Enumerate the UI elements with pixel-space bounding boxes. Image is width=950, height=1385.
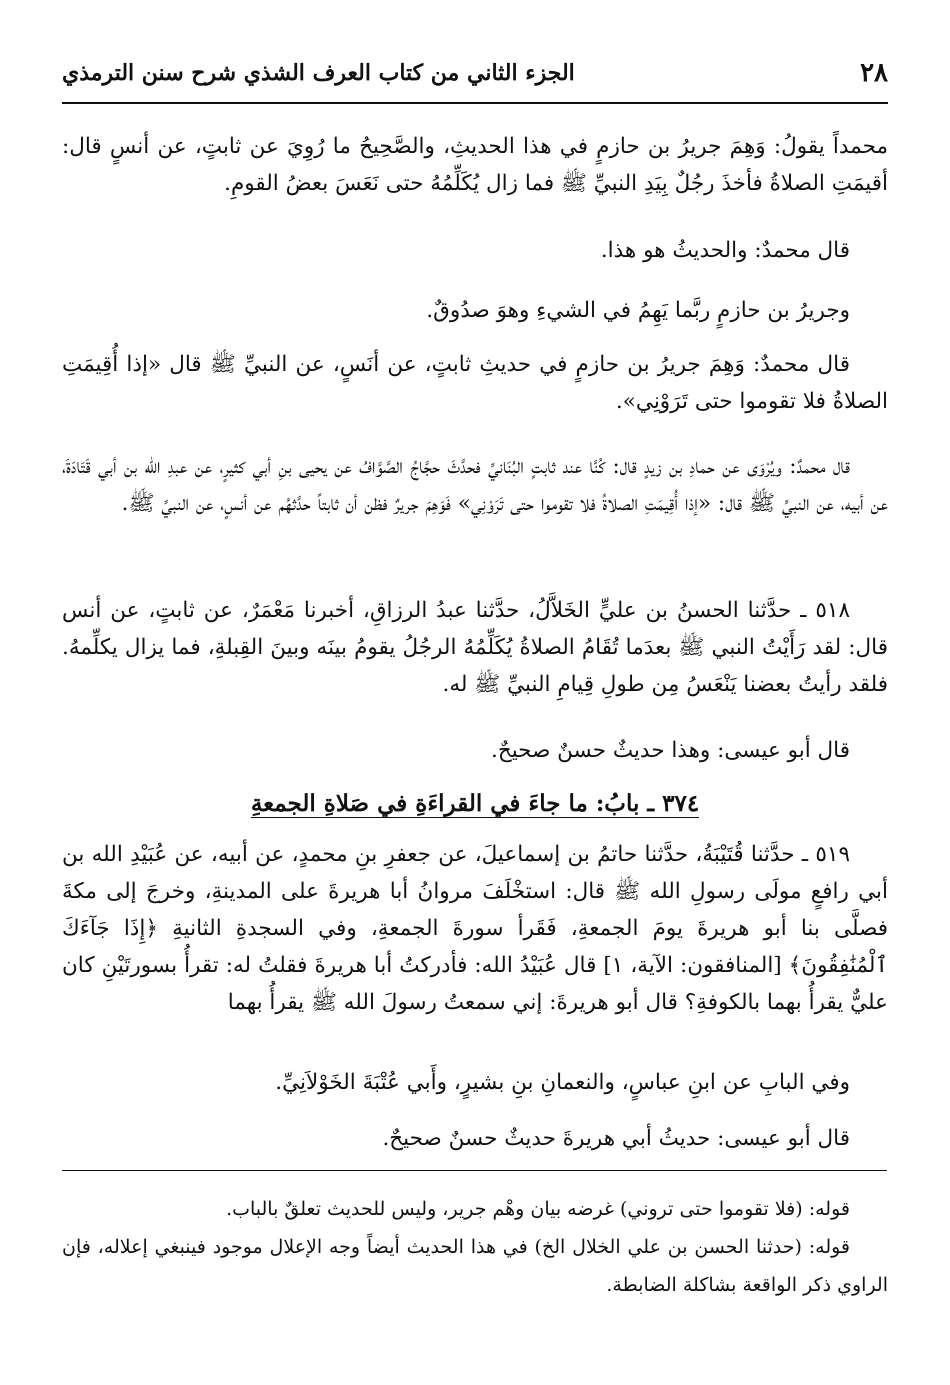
paragraph-3: وجريرُ بن حازمٍ ربَّما يَهِمُ في الشيءِ وهوَ صدُوقٌ. [426, 298, 850, 323]
text-block-1 [62, 128, 888, 202]
text-block-9 [62, 1064, 888, 1101]
hadith-519-block [62, 836, 888, 1021]
text-block-10 [62, 1120, 888, 1157]
chapter-title: ٣٧٤ ـ بابُ: ما جاءَ في القراءَةِ في صَلاةِ الجمعةِ [250, 790, 700, 817]
page-number: ٢٨ [860, 58, 888, 88]
text-block-5 [62, 448, 888, 522]
chapter-heading [62, 786, 888, 822]
footnote-1: قوله: (فلا تقوموا حتى تروني) غرضه بيان وهْم جرير، وليس للحديث تعلقٌ بالباب. [226, 1198, 850, 1220]
paragraph-2: قال محمدٌ: والحديثُ هو هذا. [600, 238, 850, 263]
chapter-references: وفي البابِ عن ابنِ عباسٍ، والنعمانِ بنِ بشيرٍ، وأَبي عُتْبَةَ الخَوْلاَنِيِّ. [275, 1070, 850, 1095]
paragraph-1: محمداً يقولُ: وَهِمَ جريرُ بن حازمٍ في هذا الحديثِ، والصَّحِيحُ ما رُوِيَ عن ثابتٍ، عن أنسٍ قال: أقيمَتِ الصلاةُ فأخذَ رجُلٌ بِيَدِ النبيِّ ﷺ فما زال يُكَلِّمُهُ حتى نَعَسَ بعضُ القومِ. [62, 134, 888, 196]
footnote-2: قوله: (حدثنا الحسن بن علي الخلال الخ) في هذا الحديث أيضاً وجه الإعلال موجود فينبغي إعلاله، فإن الراوي ذكر الواقعة بشاكلة الضابطة. [62, 1236, 888, 1296]
text-block-4 [62, 346, 888, 420]
grading-519: قال أبو عيسى: حديثُ أبي هريرةَ حديثٌ حسنٌ صحيحٌ. [382, 1126, 850, 1151]
grading-518: قال أبو عيسى: وهذا حديثٌ حسنٌ صحيحٌ. [490, 738, 850, 763]
text-block-7 [62, 732, 888, 769]
text-block-3 [62, 292, 888, 329]
footnote-divider [62, 1170, 887, 1171]
paragraph-5: قال محمدٌ: ويُرْوَى عن حمادِ بن زيدٍ قال: كُنَّا عند ثابتٍ البُنَانيِّ فحدَّثَ حجَّاجُ الصَّوَّافُ عن يحيى بنِ أبي كثيرٍ، عن عبدِ الله بن أبي قَتَادَةَ، عن أبيه، عن النبيِّ ﷺ قال: «إذا أُقِيمَتِ الصلاةُ فلا تقوموا حتى تَرَوْنِي» فَوَهِمَ جريرٌ فظن أن ثابتاً حدَّثهُم عن أنسٍ، عن النبيِّ ﷺ. [62, 454, 888, 516]
page-header [62, 58, 888, 104]
running-title: الجزء الثاني من كتاب العرف الشذي شرح سنن الترمذي [62, 60, 575, 86]
paragraph-4: قال محمدٌ: وَهِمَ جريرُ بن حازمٍ في حديثِ ثابتٍ، عن أنَسٍ، عن النبيِّ ﷺ قال «إذا أُقِيمَتِ الصلاةُ فلا تقوموا حتى تَرَوْنِي». [62, 352, 888, 414]
footnotes [62, 1190, 888, 1304]
hadith-518: ٥١٨ ـ حدَّثنا الحسنُ بن عليٍّ الخَلاَّلُ، حدَّثنا عبدُ الرزاقِ، أخبرنا مَعْمَرٌ، عن ثابتٍ، عن أنس قال: لقد رَأَيْتُ النبي ﷺ بعدَما تُقَامُ الصلاةُ يُكَلِّمُهُ الرجُلُ يقومُ بينَه وبينَ القِبلةِ، فما يزال يكلِّمهُ. فلقد رأيتُ بعضنا يَنْعَسُ مِن طولِ قِيامِ النبيِّ ﷺ له. [62, 598, 888, 697]
hadith-518-block [62, 592, 888, 703]
hadith-519: ٥١٩ ـ حدَّثنا قُتَيْبَةُ، حدَّثنا حاتمُ بن إسماعيلَ، عن جعفرِ بنِ محمدٍ، عن أبيه، عن عُبَيْدِ الله بن أبي رافعٍ مولَى رسولِ الله ﷺ قال: استخْلَفَ مروانُ أبا هريرةَ على المدينةِ، وخرجَ إلى مكةَ فصلَّى بنا أبو هريرةَ يومَ الجمعةِ، فَقَرأ سورةَ الجمعةِ، وفي السجدةِ الثانيةِ ﴿إِذَا جَآءَكَ ٱلْمُنَٰفِقُونَ﴾ [المنافقون: الآية، ١] قال عُبَيْدُ الله: فأدركتُ أبا هريرةَ فقلتُ له: تقرأُ بسورتَيْنِ كان عليٌّ يقرأُ بهما بالكوفةِ؟ قال أبو هريرةَ: إني سمعتُ رسولَ الله ﷺ يقرأُ بهما [62, 842, 888, 1015]
text-block-2 [62, 232, 888, 269]
